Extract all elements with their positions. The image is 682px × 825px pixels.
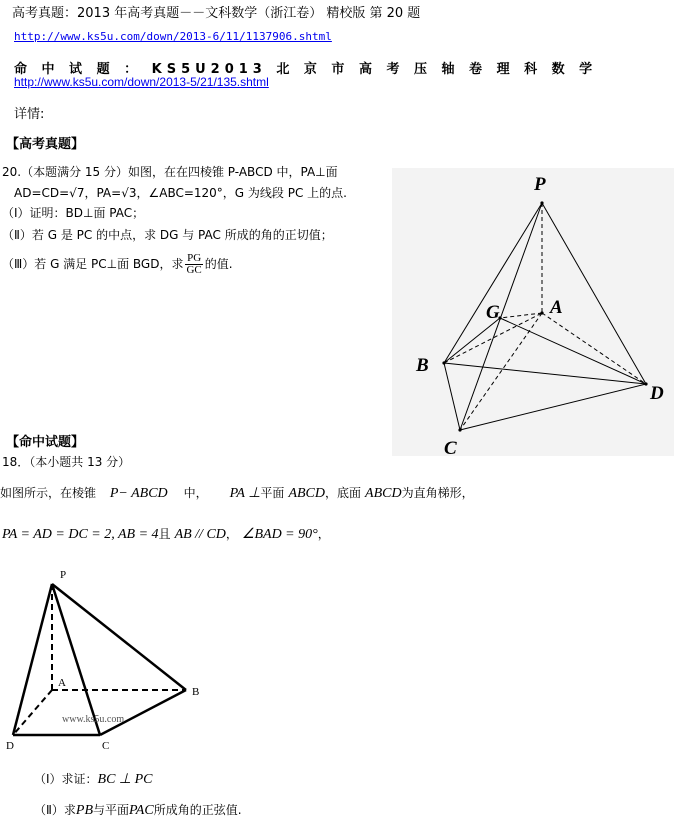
watermark: www.ks5u.com — [62, 714, 125, 725]
text-fragment: 平面 — [260, 486, 285, 500]
pyramid-figure-2 — [0, 565, 215, 750]
text-fragment: 所成角的正弦值. — [153, 803, 242, 817]
math-parallel: AB // CD — [174, 527, 226, 542]
edge-PC — [52, 584, 100, 735]
question-20-part3 — [2, 253, 233, 276]
label-C: C — [444, 438, 457, 456]
text-fragment: 且 — [158, 527, 171, 541]
text-fragment: （Ⅰ）求证： — [34, 772, 98, 786]
pyramid-figure-1 — [392, 168, 674, 456]
text-fragment: ，底面 — [325, 486, 362, 500]
label-G: G — [486, 302, 500, 323]
text-fragment: （Ⅱ）求 — [34, 803, 76, 817]
text-fragment: 中， — [183, 486, 208, 500]
math-pb: PB — [75, 803, 94, 818]
fraction-pg-gc — [185, 253, 202, 276]
question-20-line1: 20.（本题满分 15 分）如图，在在四棱锥 P-ABCD 中，PA⊥面 — [2, 165, 338, 179]
fraction-denominator: GC — [186, 264, 202, 276]
question-18-line2 — [2, 525, 330, 543]
doc-title-line: 高考真题：2013 年高考真题－－文科数学（浙江卷） 精校版 第 20 题 — [12, 6, 421, 21]
label-C: C — [102, 740, 110, 750]
label-A: A — [550, 297, 563, 318]
math-plane-abcd: ABCD — [288, 486, 325, 501]
source-link-1[interactable]: http://www.ks5u.com/down/2013-6/11/1137906.shtml — [14, 30, 332, 43]
section-heading-mock: 【命中试题】 — [6, 435, 85, 450]
math-angle-bad: ∠BAD = 90° — [241, 527, 318, 542]
math-pac: PAC — [129, 803, 154, 818]
figure-1-background — [392, 168, 674, 456]
question-18-header: 18．（本小题共 13 分） — [2, 455, 131, 469]
math-base-abcd: ABCD — [365, 486, 402, 501]
question-18-part2 — [34, 801, 242, 819]
fraction-numerator: PG — [187, 252, 202, 264]
question-18-line1 — [0, 484, 474, 502]
text-fragment: 为直角梯形， — [401, 486, 474, 500]
edge-PD — [13, 584, 52, 735]
label-D: D — [650, 383, 664, 404]
text-fragment: ， — [225, 527, 238, 541]
source-link-2[interactable]: http://www.ks5u.com/down/2013-5/21/135.shtml — [14, 75, 269, 89]
math-bc-perp-pc: BC ⊥ PC — [97, 772, 153, 787]
edge-PB — [52, 584, 186, 690]
question-20-part3-prefix: （Ⅲ）若 G 满足 PC⊥面 BGD，求 — [2, 257, 184, 271]
question-20-part3-suffix: 的值. — [204, 257, 233, 271]
math-lengths: PA = AD = DC = 2, AB = 4 — [2, 527, 159, 542]
math-pa-perp: PA ⊥ — [229, 486, 261, 501]
section-heading-real: 【高考真题】 — [6, 137, 85, 152]
label-D: D — [6, 740, 14, 750]
label-A: A — [58, 677, 66, 689]
label-B: B — [192, 686, 200, 698]
question-20-part2: （Ⅱ）若 G 是 PC 的中点，求 DG 与 PAC 所成的角的正切值； — [2, 228, 333, 242]
question-20-line2: AD=CD=√7，PA=√3，∠ABC=120°，G 为线段 PC 上的点. — [14, 186, 347, 200]
label-B: B — [416, 355, 429, 376]
question-20-part1: （Ⅰ）证明：BD⊥面 PAC； — [2, 206, 145, 220]
edge-CB — [100, 690, 186, 735]
label-P: P — [60, 569, 67, 581]
mock-title-line: 命 中 试 题 ： KS5U2013 北 京 市 高 考 压 轴 卷 理 科 数 学 — [14, 62, 598, 77]
question-18-part1 — [34, 770, 153, 788]
text-fragment: ， — [317, 527, 330, 541]
text-fragment: 与平面 — [93, 803, 130, 817]
details-label: 详情: — [14, 107, 45, 122]
label-P: P — [534, 174, 546, 195]
text-fragment: 如图所示，在棱锥 — [0, 486, 97, 500]
math-pyramid-name: P− ABCD — [109, 486, 168, 501]
